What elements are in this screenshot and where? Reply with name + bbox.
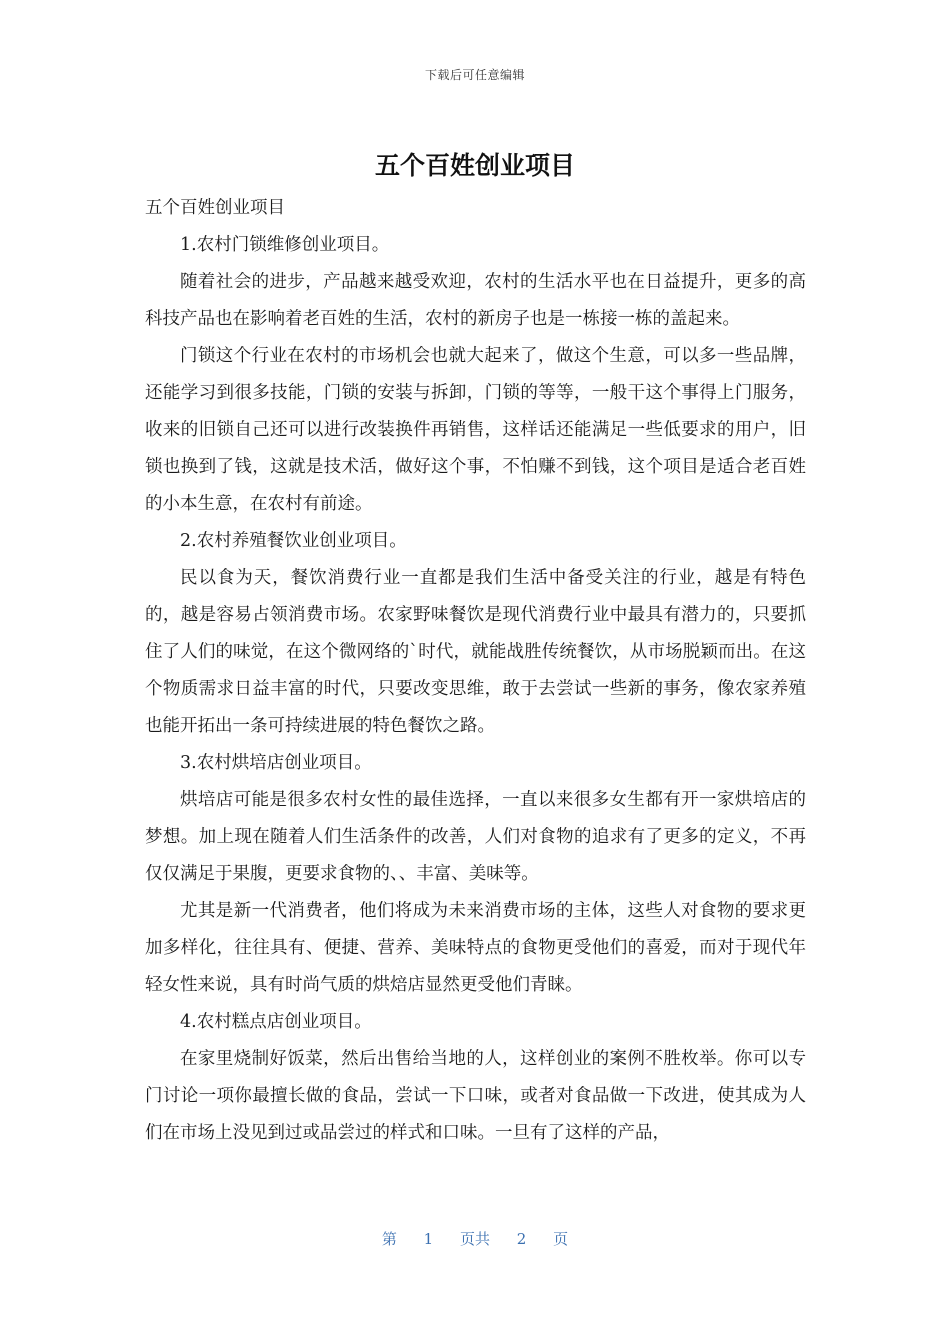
paragraph: 民以食为天，餐饮消费行业一直都是我们生活中备受关注的行业，越是有特色的，越是容易占领消费市场。农家野味餐饮是现代消费行业中最具有潜力的，只要抓住了人们的味觉，在这个微网络的`时代，就能战胜传统餐饮，从市场脱颖而出。在这个物质需求日益丰富的时代，只要改变思维，敢于去尝试一些新的事务，像农家养殖也能开拓出一条可持续进展的特色餐饮之路。: [145, 568, 806, 736]
page-footer: [0, 1228, 950, 1249]
header-note: 下载后可任意编辑: [424, 68, 525, 82]
page-label-suffix: 页: [553, 1230, 569, 1248]
current-page-number: 1: [423, 1230, 434, 1248]
paragraph: 尤其是新一代消费者，他们将成为未来消费市场的主体，这些人对食物的要求更加多样化，往往具有、便捷、营养、美味特点的食物更受他们的喜爱，而对于现代年轻女性来说，具有时尚气质的烘焙店显然更受他们青睐。: [145, 901, 806, 995]
paragraph: 在家里烧制好饭菜，然后出售给当地的人，这样创业的案例不胜枚举。你可以专门讨论一项你最擅长做的食品，尝试一下口味，或者对食品做一下改进，使其成为人们在市场上没见到过或品尝过的样式和口味。一旦有了这样的产品，: [145, 1049, 806, 1143]
section-heading: 1.农村门锁维修创业项目。: [180, 235, 390, 255]
total-pages-number: 2: [516, 1230, 527, 1248]
paragraph: 五个百姓创业项目: [145, 198, 285, 218]
section-heading: 2.农村养殖餐饮业创业项目。: [180, 531, 407, 551]
section-heading: 4.农村糕点店创业项目。: [180, 1012, 372, 1032]
paragraph: 烘培店可能是很多农村女性的最佳选择，一直以来很多女生都有开一家烘培店的梦想。加上现在随着人们生活条件的改善，人们对食物的追求有了更多的定义，不再仅仅满足于果腹，更要求食物的、、丰富、美味等。: [145, 790, 806, 884]
paragraph: 门锁这个行业在农村的市场机会也就大起来了，做这个生意，可以多一些品牌，还能学习到很多技能，门锁的安装与拆卸，门锁的等等，一般干这个事得上门服务，收来的旧锁自己还可以进行改装换件再销售，这样话还能满足一些低要求的用户，旧锁也换到了钱，这就是技术活，做好这个事，不怕赚不到钱，这个项目是适合老百姓的小本生意，在农村有前途。: [145, 346, 806, 514]
page-label-middle: 页共: [459, 1230, 490, 1248]
section-heading: 3.农村烘培店创业项目。: [180, 753, 372, 773]
document-title: 五个百姓创业项目: [374, 151, 575, 180]
page-label-prefix: 第: [381, 1230, 397, 1248]
document-body: [145, 190, 806, 1152]
paragraph: 随着社会的进步，产品越来越受欢迎，农村的生活水平也在日益提升，更多的高科技产品也在影响着老百姓的生活，农村的新房子也是一栋接一栋的盖起来。: [145, 272, 806, 329]
